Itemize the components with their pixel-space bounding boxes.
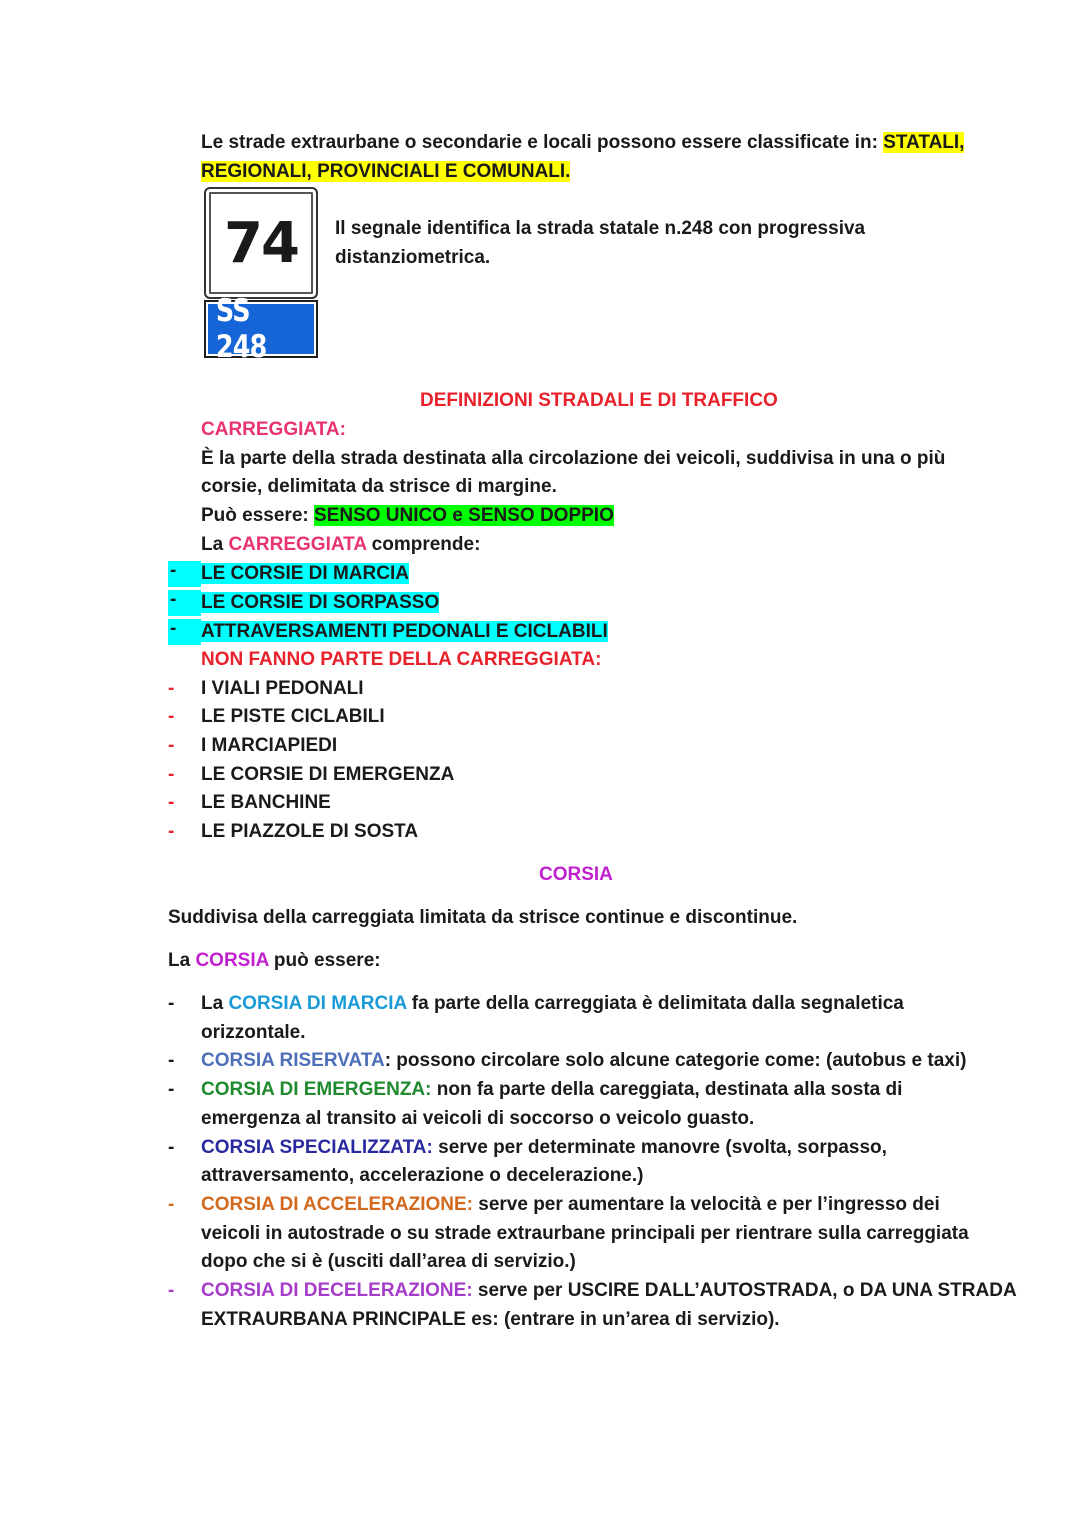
carreggiata-desc-line-2: corsie, delimitata da strisce di margine. (201, 476, 557, 497)
corsia-decelerazione-line-1 (201, 1276, 1017, 1305)
list-bullet: - (168, 706, 175, 727)
corsia-intro-keyword: CORSIA (195, 950, 269, 971)
carreggiata-types (201, 501, 614, 530)
list-item: I MARCIAPIEDI (201, 735, 338, 756)
emergenza-keyword: CORSIA DI EMERGENZA: (201, 1079, 432, 1100)
specializzata-keyword: CORSIA SPECIALIZZATA: (201, 1137, 433, 1158)
list-bullet: - (168, 1137, 175, 1158)
accelerazione-keyword: CORSIA DI ACCELERAZIONE: (201, 1194, 473, 1215)
list-bullet: - (168, 561, 178, 587)
emergenza-text: non fa parte della careggiata, destinata alla sosta di (431, 1079, 903, 1100)
list-bullet: - (168, 1280, 175, 1301)
comprende-line (201, 530, 480, 559)
corsia-marcia-line-2: orizzontale. (201, 1022, 306, 1043)
corsia-intro (168, 946, 381, 975)
corsia-intro-pre: La (168, 950, 196, 971)
riservata-text: : possono circolare solo alcune categorie come: (autobus e taxi) (384, 1050, 967, 1071)
intro-highlight-statali: STATALI, (883, 132, 965, 153)
intro-line-1 (201, 128, 964, 157)
list-item (201, 617, 608, 646)
corsia-description: Suddivisa della carreggiata limitata da strisce continue e discontinue. (168, 907, 798, 928)
list-bullet: - (168, 1079, 175, 1100)
list-item: I VIALI PEDONALI (201, 678, 364, 699)
intro-text: Le strade extraurbane o secondarie e locali possono essere classificate in: (201, 132, 884, 153)
corsia-decelerazione-line-2: EXTRAURBANA PRINCIPALE es: (entrare in un’area di servizio). (201, 1309, 780, 1330)
corsia-emergenza-line-2: emergenza al transito ai veicoli di soccorso o veicolo guasto. (201, 1108, 755, 1129)
include-item-text: LE CORSIE DI SORPASSO (201, 592, 440, 613)
include-item-text: LE CORSIE DI MARCIA (201, 563, 409, 584)
corsia-marcia-line-1 (201, 989, 904, 1018)
comprende-pre: La (201, 534, 229, 555)
section-title-definitions: DEFINIZIONI STRADALI E DI TRAFFICO (420, 390, 778, 411)
list-bullet: - (168, 590, 178, 616)
decelerazione-text: serve per USCIRE DALL’AUTOSTRADA, o DA UNA STRADA (472, 1280, 1017, 1301)
corsia-accelerazione-line-2: veicoli in autostrade o su strade extraurbane principali per rientrare sulla carreggiata (201, 1223, 969, 1244)
comprende-post: comprende: (366, 534, 481, 555)
corsia-accelerazione-line-3: dopo che si è (usciti dall’area di servizio.) (201, 1251, 576, 1272)
intro-line-2 (201, 157, 570, 186)
list-bullet: - (168, 735, 175, 756)
corsia-intro-post: può essere: (268, 950, 381, 971)
list-item: LE PISTE CICLABILI (201, 706, 385, 727)
sign-description-line-2: distanziometrica. (335, 247, 491, 268)
section-title-corsia: CORSIA (539, 864, 613, 885)
list-bullet: - (168, 792, 175, 813)
list-bullet: - (168, 1194, 175, 1215)
marcia-keyword: CORSIA DI MARCIA (228, 993, 407, 1014)
list-bullet: - (168, 1050, 175, 1071)
road-number-text: SS 248 (215, 293, 267, 365)
riservata-keyword: CORSIA RISERVATA (201, 1050, 385, 1071)
list-item (201, 588, 439, 617)
marcia-pre: La (201, 993, 229, 1014)
accelerazione-text: serve per aumentare la velocità e per l’ingresso dei (472, 1194, 940, 1215)
include-item-text: ATTRAVERSAMENTI PEDONALI E CICLABILI (201, 621, 608, 642)
marcia-text: fa parte della carreggiata è delimitata dalla segnaletica (406, 993, 904, 1014)
decelerazione-keyword: CORSIA DI DECELERAZIONE: (201, 1280, 473, 1301)
kilometer-sign: 74 (204, 187, 318, 299)
list-bullet: - (168, 993, 175, 1014)
highlight-bridge (178, 619, 201, 645)
corsia-accelerazione-line-1 (201, 1190, 940, 1219)
list-bullet: - (168, 821, 175, 842)
specializzata-text: serve per determinate manovre (svolta, sorpasso, (432, 1137, 887, 1158)
carreggiata-heading: CARREGGIATA: (201, 419, 346, 440)
highlight-bridge (178, 590, 201, 616)
intro-highlight-categories: REGIONALI, PROVINCIALI E COMUNALI. (201, 161, 571, 182)
list-item: LE CORSIE DI EMERGENZA (201, 764, 455, 785)
comprende-keyword: CARREGGIATA (228, 534, 367, 555)
corsia-riservata (201, 1046, 966, 1075)
types-label: Può essere: (201, 505, 314, 526)
corsia-specializzata-line-2: attraversamento, accelerazione o decelerazione.) (201, 1165, 644, 1186)
corsia-emergenza-line-1 (201, 1075, 902, 1104)
list-bullet: - (168, 678, 175, 699)
sign-description-line-1: Il segnale identifica la strada statale n.248 con progressiva (335, 218, 866, 239)
list-item: LE BANCHINE (201, 792, 331, 813)
list-bullet: - (168, 619, 178, 645)
road-number-sign (204, 293, 318, 365)
list-item: LE PIAZZOLE DI SOSTA (201, 821, 419, 842)
carreggiata-desc-line-1: È la parte della strada destinata alla circolazione dei veicoli, suddivisa in una o più (201, 448, 946, 469)
list-item (201, 559, 409, 588)
list-bullet: - (168, 764, 175, 785)
corsia-specializzata-line-1 (201, 1133, 887, 1162)
types-highlight: SENSO UNICO e SENSO DOPPIO (314, 505, 614, 526)
highlight-bridge (178, 561, 201, 587)
excludes-heading: NON FANNO PARTE DELLA CARREGGIATA: (201, 649, 602, 670)
